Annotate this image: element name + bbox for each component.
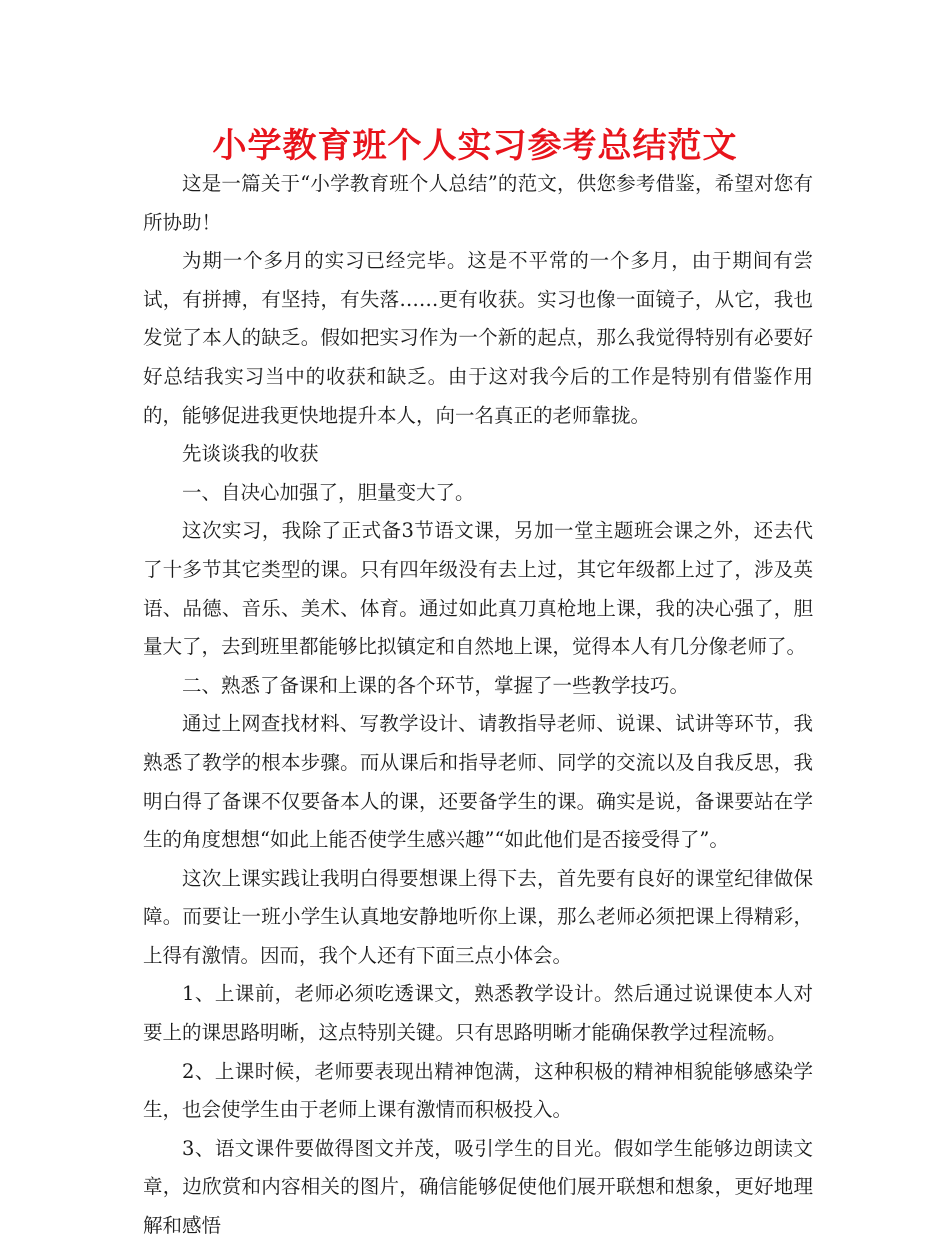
- paragraph-overview: 为期一个多月的实习已经完毕。这是不平常的一个多月，由于期间有尝试，有拼搏，有坚持，有失落……更有收获。实习也像一面镜子，从它，我也发觉了本人的缺乏。假如把实习作为一个新的起点，那么我觉得特别有必要好好总结我实习当中的收获和缺乏。由于这对我今后的工作是特别有借鉴作用的，能够促进我更快地提升本人，向一名真正的老师靠拢。: [143, 249, 813, 427]
- paragraph-tip-one: 1、上课前，老师必须吃透课文，熟悉教学设计。然后通过说课使本人对要上的课思路明晰，这点特别关键。只有思路明晰才能确保教学过程流畅。: [143, 982, 813, 1045]
- document-body: [143, 165, 813, 1246]
- document-title: 小学教育班个人实习参考总结范文: [212, 126, 738, 166]
- paragraph-tip-two: 2、上课时候，老师要表现出精神饱满，这种积极的精神相貌能够感染学生，也会使学生由于老师上课有激情而积极投入。: [143, 1059, 813, 1122]
- paragraph-gains-heading: 先谈谈我的收获: [182, 442, 319, 466]
- paragraph-point-one-heading: 一、自决心加强了，胆量变大了。: [182, 480, 475, 504]
- paragraph-point-two-heading: 二、熟悉了备课和上课的各个环节，掌握了一些教学技巧。: [182, 673, 690, 697]
- paragraph-point-one-body: 这次实习，我除了正式备3节语文课，另加一堂主题班会课之外，还去代了十多节其它类型的课。只有四年级没有去上过，其它年级都上过了，涉及英语、品德、音乐、美术、体育。通过如此真刀真枪地上课，我的决心强了，胆量大了，去到班里都能够比拟镇定和自然地上课，觉得本人有几分像老师了。: [143, 519, 813, 659]
- paragraph-intro: 这是一篇关于“小学教育班个人总结”的范文，供您参考借鉴，希望对您有所协助！: [143, 172, 813, 234]
- paragraph-point-two-body: 通过上网查找材料、写教学设计、请教指导老师、说课、试讲等环节，我熟悉了教学的根本步骤。而从课后和指导老师、同学的交流以及自我反思，我明白得了备课不仅要备本人的课，还要备学生的课。确实是说，备课要站在学生的角度想想“如此上能否使学生感兴趣”“如此他们是否接受得了”。: [143, 712, 813, 852]
- paragraph-classroom-discipline: 这次上课实践让我明白得要想课上得下去，首先要有良好的课堂纪律做保障。而要让一班小学生认真地安静地听你上课，那么老师必须把课上得精彩，上得有激情。因而，我个人还有下面三点小体会。: [143, 866, 813, 967]
- paragraph-tip-three: 3、语文课件要做得图文并茂，吸引学生的目光。假如学生能够边朗读文章，边欣赏和内容相关的图片，确信能够促使他们展开联想和想象，更好地理解和感悟: [143, 1136, 813, 1238]
